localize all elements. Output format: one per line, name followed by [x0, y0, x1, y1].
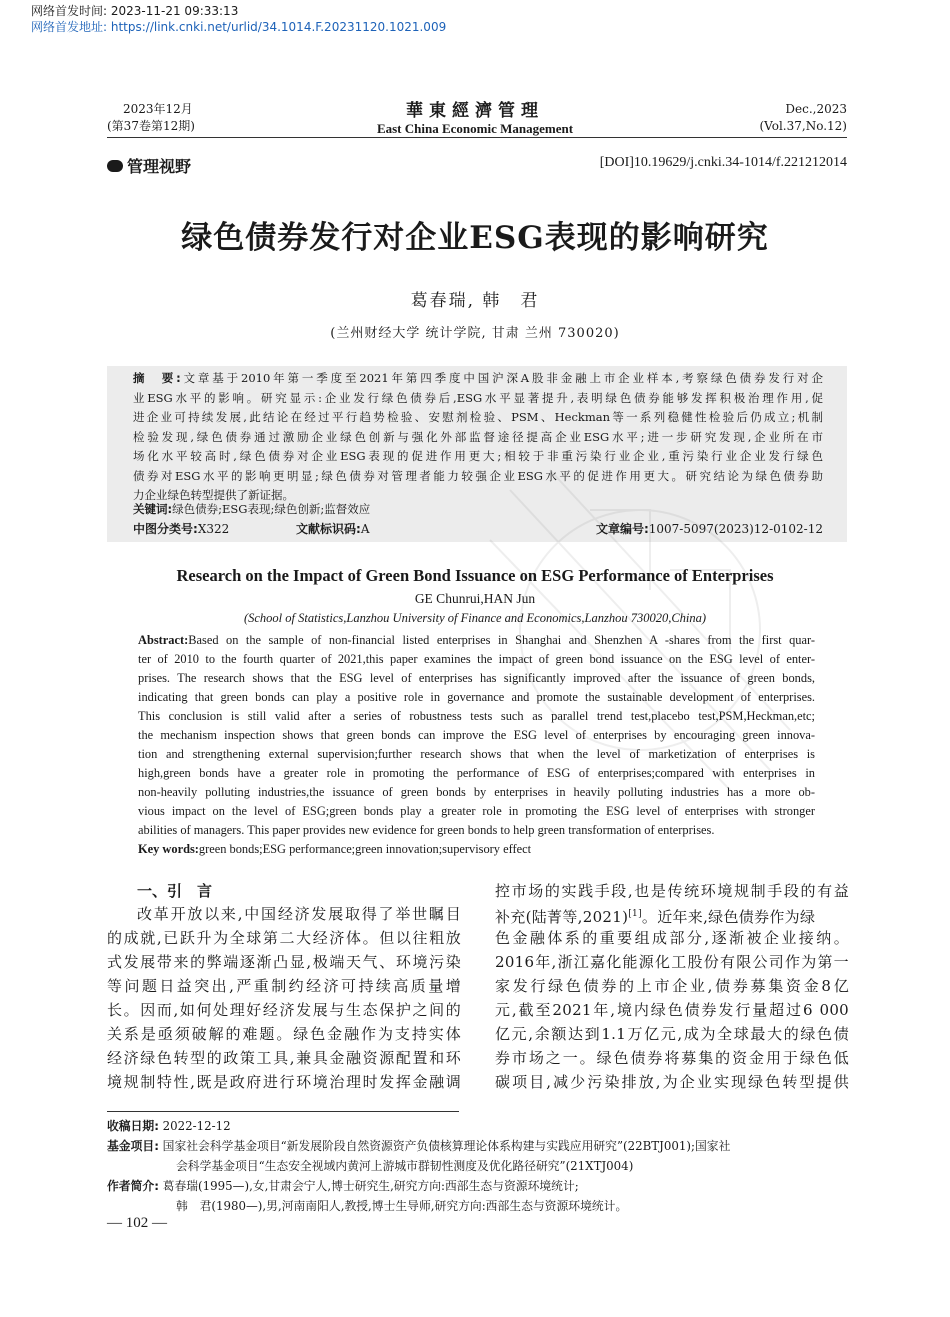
keywords-cn-value: 绿色债券;ESG表现;绿色创新;监督效应	[172, 502, 371, 516]
abstract-cn-line: 力企业绿色转型提供了新证据。	[133, 488, 294, 502]
body-right-line: 家发行绿色债券的上市企业,债券募集资金8亿	[495, 977, 849, 995]
first-pub-addr-link[interactable]: https://link.cnki.net/urlid/34.1014.F.20231120.1021.009	[110, 20, 447, 34]
footnote-fund-cont: 会科学基金项目“生态安全视域内黄河上游城市群韧性测度及优化路径研究”(21XTJ004)	[176, 1159, 634, 1173]
abstract-cn-line: 摘 要:文章基于2010年第一季度至2021年第四季度中国沪深A股非金融上市企业样本,考察绿色债券发行对企	[133, 371, 823, 385]
body-left-line: 关系是亟须破解的难题。绿色金融作为支持实体	[107, 1025, 461, 1043]
abstract-cn-line: 债券对ESG水平的影响更明显;绿色债券对管理者能力较强企业ESG水平的促进作用更大。研究结论为绿色债券助	[133, 468, 823, 483]
footnote-received: 收稿日期: 2022-12-12	[107, 1119, 231, 1133]
citation-ref[interactable]: [1]	[628, 909, 642, 919]
body-left-line: 式发展带来的弊端逐渐凸显,极端天气、环境污染	[107, 953, 461, 971]
first-publication-info	[31, 3, 446, 35]
abstract-en-line: Abstract:Based on the sample of non-financial listed enterprises in Shanghai and Shenzhen A -shares from the first quar-	[138, 633, 815, 647]
section-label: 管理视野	[127, 157, 192, 176]
body-right-line: 碳项目,减少污染排放,为企业实现绿色转型提供	[495, 1073, 849, 1091]
abstract-cn-line: 场化水平较高时,绿色债券对企业ESG表现的促进作用更大;相较于非重污染行业企业,重污染行业企业发行绿色	[133, 449, 823, 463]
body-right-line: 色金融体系的重要组成部分,逐渐被企业接纳。	[495, 929, 849, 947]
journal-name-en: East China Economic Management	[376, 121, 574, 136]
keywords-en-label: Key words:	[138, 842, 199, 856]
footnote-author: 作者简介: 葛春瑞(1995—),女,甘肃会宁人,博士研究生,研究方向:西部生态与资源环境统计;	[107, 1179, 579, 1193]
body-left-line: 的成就,已跃升为全球第二大经济体。但以往粗放	[107, 929, 461, 947]
abstract-en-line: high,green bonds have a greater role in promoting the performance of ESG of enterprises;compared with enterprises in	[138, 766, 815, 780]
abstract-en-line: the mechanism inspection shows that green bonds can improve the ESG level of enterprises by encouraging green innova-	[138, 728, 815, 742]
body-left-line: 经济绿色转型的政策工具,兼具金融资源配置和环	[107, 1049, 461, 1067]
first-pub-time-label: 网络首发时间:	[31, 4, 108, 18]
body-right-line: 2016年,浙江嘉化能源化工股份有限公司作为第一	[495, 953, 849, 971]
keywords-en	[138, 840, 815, 859]
body-right-line: 券市场之一。绿色债券将募集的资金用于绿色低	[495, 1049, 849, 1067]
doc-code: 文献标识码:A	[296, 522, 370, 536]
abstract-cn-line: 进企业可持续发展,此结论在经过平行趋势检验、安慰剂检验、PSM、Heckman等一系列稳健性检验后仍成立;机制	[133, 410, 823, 424]
authors-en: GE Chunrui,HAN Jun	[414, 591, 536, 606]
abstract-cn-label: 摘 要:	[133, 371, 181, 385]
first-pub-time-value: 2023-11-21 09:33:13	[110, 4, 239, 18]
body-left-line: 等问题日益突出,严重制约经济可持续高质量增	[107, 977, 461, 995]
header-right-date: Dec.,2023	[785, 102, 847, 116]
body-right-line: 亿元,余额达到1.1万亿元,成为全球最大的绿色债	[495, 1025, 849, 1043]
first-pub-addr-label: 网络首发地址:	[31, 20, 108, 34]
page-number: — 102 —	[107, 1215, 167, 1231]
section-tag	[107, 154, 191, 177]
body-right-line: 元,截至2021年,境内绿色债券发行量超过6 000	[495, 1001, 849, 1019]
section-heading-introduction: 一、引 言	[137, 882, 213, 900]
journal-logo	[330, 96, 620, 137]
doi: [DOI]10.19629/j.cnki.34-1014/f.221212014	[599, 155, 847, 170]
body-right-line: 控市场的实践手段,也是传统环境规制手段的有益	[495, 882, 849, 900]
header-rule	[107, 137, 847, 138]
affiliation-cn: (兰州财经大学 统计学院, 甘肃 兰州 730020)	[330, 326, 620, 341]
abstract-cn-line: 检验发现,绿色债券通过激励企业绿色创新与强化外部监督途径提高企业ESG水平;进一步研究发现,企业所在市	[133, 429, 823, 444]
body-left-line: 改革开放以来,中国经济发展取得了举世瞩目	[137, 905, 461, 923]
journal-name-cn: 華東經濟管理	[406, 101, 544, 121]
paper-title-cn: 绿色债券发行对企业ESG表现的影响研究	[181, 220, 769, 256]
header-left	[107, 101, 195, 135]
header-left-volume: (第37卷第12期)	[107, 119, 195, 133]
section-bullet-icon	[107, 160, 123, 172]
body-left-line: 境规制特性,既是政府进行环境治理时发挥金融调	[107, 1073, 461, 1091]
abstract-en-line: ter of 2010 to the fourth quarter of 2021,this paper examines the impact of green bond issuance on the ESG level of enter-	[138, 652, 815, 666]
footnote-author-cont: 韩 君(1980—),男,河南南阳人,教授,博士生导师,研究方向:西部生态与资源环境统计。	[176, 1199, 628, 1213]
article-number: 文章编号:1007-5097(2023)12-0102-12	[595, 522, 823, 536]
paper-title-en: Research on the Impact of Green Bond Issuance on ESG Performance of Enterprises	[176, 566, 774, 585]
abstract-en-line: vious impact on the level of ESG;green bonds play a greater role in promoting the ESG level of enterprises with stronger	[138, 804, 815, 818]
affiliation-en: (School of Statistics,Lanzhou University of Finance and Economics,Lanzhou 730020,China)	[243, 611, 707, 625]
abstract-en-line: prises. The research shows that the ESG level of enterprises has significantly improved after the issuance of green bonds,	[138, 671, 815, 685]
header-right-volume: (Vol.37,No.12)	[759, 119, 847, 133]
clc: 中图分类号:X322	[133, 522, 230, 536]
body-left-line: 长。因而,如何处理好经济发展与生态保护之间的	[107, 1001, 461, 1019]
body-right-line: 补充(陆菁等,2021)[1]。近年来,绿色债券作为绿	[495, 908, 816, 926]
footnote-fund: 基金项目: 国家社会科学基金项目“新发展阶段自然资源资产负债核算理论体系构建与实践应用研究”(22BTJ001);国家社	[107, 1139, 731, 1153]
abstract-en-line: abilities of managers. This paper provides new evidence for green bonds to help green transformation of enterprises.	[138, 823, 715, 837]
authors-cn: 葛春瑞, 韩 君	[410, 291, 540, 311]
header-right	[760, 101, 848, 135]
abstract-cn-line: 业ESG水平的影响。研究显示:企业发行绿色债券后,ESG水平显著提升,表明绿色债券能够发挥积极治理作用,促	[133, 390, 823, 405]
abstract-en-label: Abstract:	[138, 633, 189, 647]
abstract-en-line: non-heavily polluting industries,the issuance of green bonds by enterprises in heavily polluting industries has a more ob-	[138, 785, 815, 799]
header-left-date: 2023年12月	[123, 102, 193, 116]
abstract-en-line: This conclusion is still valid after a series of robustness tests such as parallel trend test,placebo test,PSM,Heckman,etc;	[138, 709, 815, 723]
keywords-cn-label: 关键词:	[133, 502, 173, 516]
keywords-cn	[133, 500, 823, 520]
abstract-en-line: indicating that green bonds can play a positive role in governance and promote the sustainable development of enterprises.	[138, 690, 815, 704]
footnote-rule	[107, 1111, 459, 1112]
abstract-en-line: tion and strengthening external supervision;further research shows that when the level of marketization of enterprises is	[138, 747, 815, 761]
keywords-en-value: green bonds;ESG performance;green innovation;supervisory effect	[198, 842, 532, 856]
